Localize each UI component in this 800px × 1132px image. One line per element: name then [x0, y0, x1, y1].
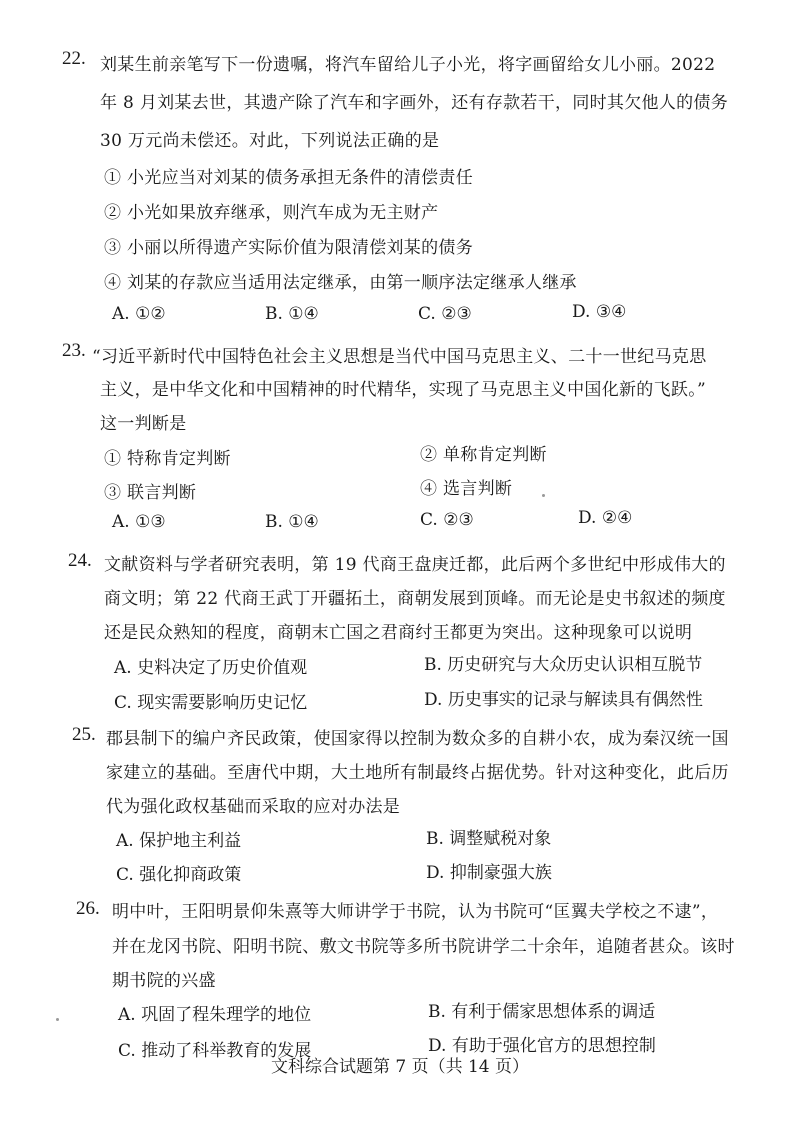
question-number: 23. — [62, 340, 86, 361]
option-b: B. ①④ — [265, 304, 319, 324]
statement: ③ 联言判断 — [104, 483, 197, 503]
statement: ① 小光应当对刘某的债务承担无条件的清偿责任 — [104, 168, 474, 188]
option-a: A. 史料决定了历史价值观 — [114, 658, 308, 678]
question-stem-line: 主义，是中华文化和中国精神的时代精华，实现了马克思主义中国化新的飞跃。” — [100, 380, 706, 400]
question-stem-line: “习近平新时代中国特色社会主义思想是当代中国马克思主义、二十一世纪马克思 — [92, 347, 707, 367]
option-b: B. ①④ — [265, 512, 319, 532]
statement: ② 小光如果放弃继承，则汽车成为无主财产 — [104, 203, 439, 223]
question-stem-line: 还是民众熟知的程度，商朝末亡国之君商纣王都更为突出。这种现象可以说明 — [104, 623, 693, 643]
question-number: 25. — [72, 724, 96, 745]
option-c: C. ②③ — [418, 304, 472, 324]
question-stem-line: 30 万元尚未偿还。对此，下列说法正确的是 — [100, 131, 440, 151]
option-b: B. 有利于儒家思想体系的调适 — [428, 1002, 656, 1022]
option-a: A. ①② — [112, 304, 166, 324]
option-d: D. 历史事实的记录与解读具有偶然性 — [424, 690, 703, 710]
statement: ① 特称肯定判断 — [104, 449, 231, 469]
scan-speck — [56, 1018, 59, 1021]
question-stem-line: 期书院的兴盛 — [112, 971, 216, 991]
question-stem-line: 年 8 月刘某去世，其遗产除了汽车和字画外，还有存款若干，同时其欠他人的债务 — [100, 93, 729, 113]
page-footer: 文科综合试题第 7 页（共 14 页） — [270, 1057, 530, 1077]
question-stem-line: 这一判断是 — [100, 414, 187, 434]
scan-speck — [542, 494, 545, 497]
option-d: D. ②④ — [578, 508, 633, 528]
question-number: 24. — [68, 550, 92, 571]
question-stem-line: 文献资料与学者研究表明，第 19 代商王盘庚迁都，此后两个多世纪中形成伟大的 — [104, 555, 726, 575]
option-c: C. 推动了科举教育的发展 — [118, 1041, 312, 1061]
option-c: C. ②③ — [420, 510, 474, 530]
question-stem-line: 代为强化政权基础而采取的应对办法是 — [106, 797, 401, 817]
option-b: B. 历史研究与大众历史认识相互脱节 — [424, 655, 703, 675]
question-number: 26. — [76, 898, 100, 919]
option-d: D. ③④ — [572, 302, 627, 322]
option-a: A. 巩固了程朱理学的地位 — [118, 1005, 312, 1025]
option-c: C. 现实需要影响历史记忆 — [114, 693, 308, 713]
question-stem-line: 家建立的基础。至唐代中期，大土地所有制最终占据优势。针对这种变化，此后历 — [106, 763, 729, 783]
statement: ③ 小丽以所得遗产实际价值为限清偿刘某的债务 — [104, 238, 474, 258]
question-stem-line: 明中叶，王阳明景仰朱熹等大师讲学于书院，认为书院可“匡翼夫学校之不逮”， — [112, 902, 719, 922]
question-stem-line: 郡县制下的编户齐民政策，使国家得以控制为数众多的自耕小农，成为秦汉统一国 — [106, 729, 729, 749]
option-c: C. 强化抑商政策 — [116, 865, 242, 885]
option-d: D. 抑制豪强大族 — [426, 863, 552, 883]
option-b: B. 调整赋税对象 — [426, 829, 552, 849]
statement: ② 单称肯定判断 — [420, 445, 547, 465]
question-number: 22. — [62, 48, 86, 69]
question-stem-line: 刘某生前亲笔写下一份遗嘱，将汽车留给儿子小光，将字画留给女儿小丽。2022 — [100, 55, 716, 75]
statement: ④ 选言判断 — [420, 479, 513, 499]
question-stem-line: 商文明；第 22 代商王武丁开疆拓土，商朝发展到顶峰。而无论是史书叙述的频度 — [104, 589, 726, 609]
option-a: A. ①③ — [112, 512, 166, 532]
option-a: A. 保护地主利益 — [116, 831, 242, 851]
statement: ④ 刘某的存款应当适用法定继承，由第一顺序法定继承人继承 — [104, 273, 577, 293]
option-d: D. 有助于强化官方的思想控制 — [428, 1036, 656, 1056]
question-stem-line: 并在龙冈书院、阳明书院、敷文书院等多所书院讲学二十余年，追随者甚众。该时 — [112, 937, 735, 957]
